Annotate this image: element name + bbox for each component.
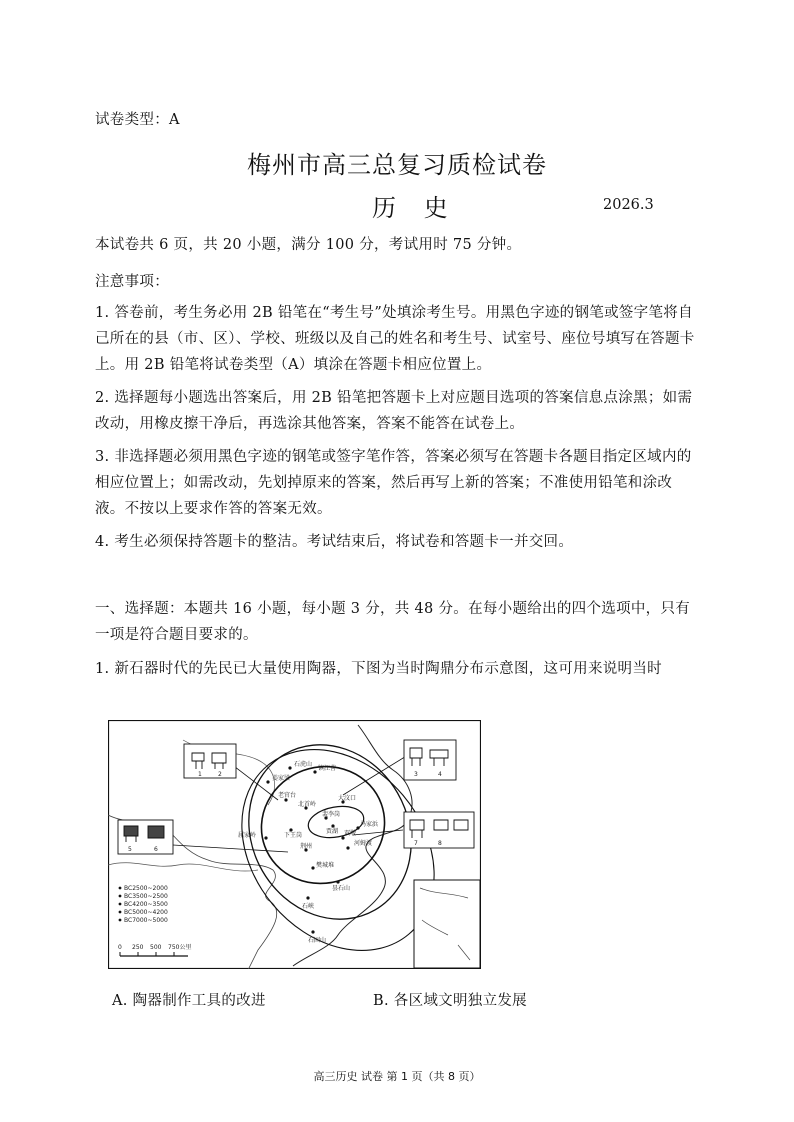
notice-item: 3. 非选择题必须用黑色字迹的钢笔或签字笔作答，答案必须写在答题卡各题目指定区域内的相应位置上；如需改动，先划掉原来的答案，然后再写上新的答案；不准使用铅笔和涂改液。不按以上要求作答的答案无效。 xyxy=(95,449,692,517)
option-a[interactable]: A. 陶器制作工具的改进 xyxy=(112,993,266,1009)
map-place-label: 北首岭 xyxy=(298,801,317,808)
option-b[interactable]: B. 各区域文明独立发展 xyxy=(373,993,527,1009)
page-footer: 高三历史 试卷 第 1 页（共 8 页） xyxy=(313,1070,481,1083)
map-place-label: 屈家岭 xyxy=(238,832,257,839)
map-place-label: 下王岗 xyxy=(284,832,303,839)
map-place-label: 河姆渡 xyxy=(354,840,373,847)
scale-label: 250 xyxy=(132,944,144,951)
map-place-label: 老官台 xyxy=(278,792,297,799)
notice-item: 1. 答卷前，考生务必用 2B 铅笔在“考生号”处填涂考生号。用黑色字迹的钢笔或签字笔将自己所在的县（市、区）、学校、班级以及自己的姓名和考生号、试室号、座位号填写在答题卡上。用 2B 铅笔将试卷类型（A）填涂在答题卡相应位置上。 xyxy=(95,305,695,373)
map-place-label: 石固山 xyxy=(308,937,327,944)
exam-date: 2026.3 xyxy=(603,197,654,213)
map-place-label: 裴李岗 xyxy=(322,811,341,818)
vessel-number: 5 xyxy=(128,846,132,853)
paper-type-label: 试卷类型：A xyxy=(95,112,180,128)
vessel-number: 6 xyxy=(154,846,158,853)
map-place-label: 石虎山 xyxy=(294,761,313,768)
map-place-label: 马家浜 xyxy=(360,821,379,828)
map-place-label: 昙石山 xyxy=(332,885,351,892)
vessel-number: 1 xyxy=(198,771,202,778)
legend-entry: BC5000~4200 xyxy=(124,909,168,916)
legend-entry: BC2500~2000 xyxy=(124,885,168,892)
pottery-ding-distribution-map xyxy=(108,720,481,969)
subject-title: 历 史 xyxy=(372,194,458,222)
legend-entry: BC3500~2500 xyxy=(124,893,168,900)
question-stem: 1. 新石器时代的先民已大量使用陶器，下图为当时陶鼎分布示意图，这可用来说明当时 xyxy=(95,661,662,677)
scale-label: 500 xyxy=(150,944,162,951)
map-place-label: 镇江营 xyxy=(318,765,337,772)
south-china-sea-inset xyxy=(414,880,480,968)
vessel-number: 2 xyxy=(218,771,222,778)
scale-label: 750公里 xyxy=(168,944,192,951)
map-place-label: 贾湖 xyxy=(326,828,339,835)
notice-item: 4. 考生必须保持答题卡的整洁。考试结束后，将试卷和答题卡一并交回。 xyxy=(95,534,574,550)
map-place-label: 姜家梁 xyxy=(272,775,291,782)
notice-heading: 注意事项： xyxy=(95,274,169,290)
map-place-label: 荆州 xyxy=(300,843,313,850)
vessel-number: 3 xyxy=(414,771,418,778)
map-place-label: 樊城堆 xyxy=(316,862,335,869)
notice-item: 2. 选择题每小题选出答案后，用 2B 铅笔把答题卡上对应题目选项的答案信息点涂黑；如需改动，用橡皮擦干净后，再选涂其他答案，答案不能答在试卷上。 xyxy=(95,390,693,432)
map-place-label: 石峡 xyxy=(302,903,315,910)
legend-entry: BC4200~3500 xyxy=(124,901,168,908)
exam-intro: 本试卷共 6 页，共 20 小题，满分 100 分，考试用时 75 分钟。 xyxy=(95,237,522,253)
section-heading: 一、选择题：本题共 16 小题，每小题 3 分，共 48 分。在每小题给出的四个选项中，只有一项是符合题目要求的。 xyxy=(95,601,691,643)
scale-label: 0 xyxy=(118,944,122,951)
map-place-label: 双墩 xyxy=(344,830,357,837)
vessel-number: 8 xyxy=(438,840,442,847)
vessel-number: 4 xyxy=(438,771,442,778)
vessel-number: 7 xyxy=(414,840,418,847)
exam-title: 梅州市高三总复习质检试卷 xyxy=(247,151,547,179)
map-place-label: 大汶口 xyxy=(338,795,357,802)
legend-entry: BC7000~5000 xyxy=(124,917,168,924)
